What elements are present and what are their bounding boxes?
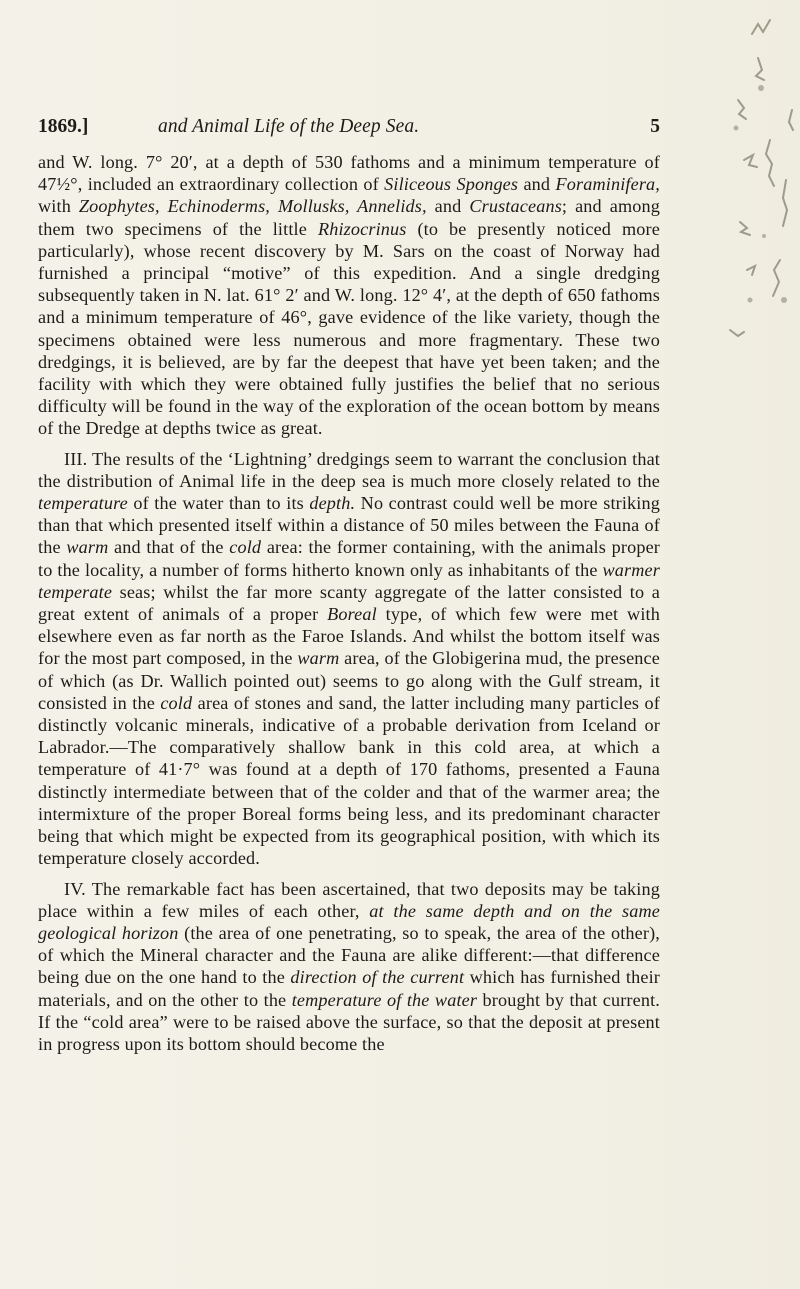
italic-text-run: Boreal: [327, 604, 377, 625]
running-head: [38, 116, 660, 144]
italic-text-run: warmer temperate: [38, 559, 660, 602]
show-through-ink-marks: [700, 0, 800, 420]
text-run: type, of which few were met with elsewhere even as far north as the Faroe Islands. And whilst the bottom itself was for the most part composed, in the: [38, 604, 660, 669]
italic-text-run: depth.: [309, 493, 356, 514]
italic-text-run: Siliceous Sponges: [384, 174, 519, 195]
text-run: of the water than to its: [127, 493, 310, 514]
italic-text-run: Crustaceans: [469, 196, 562, 217]
text-run: IV. The remarkable fact has been ascertained, that two deposits may be taking place within a few miles of each other,: [38, 878, 660, 921]
italic-text-run: temperature of the water: [291, 989, 478, 1010]
italic-text-run: Foraminifera,: [555, 174, 660, 195]
body-text: [38, 151, 660, 1055]
text-run: and W. long. 7° 20′, at a depth of 530 fathoms and a minimum temperature of 47½°, included an extraordinary collection of: [38, 152, 660, 195]
italic-text-run: at the same depth and on the same geological horizon: [38, 900, 661, 943]
text-run: (the area of one penetrating, so to speak, the area of the other), of which the Mineral character and the Fauna are alike different:—that difference being due on the one hand to the: [38, 922, 660, 988]
text-run: ; and among them two specimens of the little: [38, 196, 660, 239]
text-run: which has furnished their materials, and on the other to the: [38, 967, 660, 1010]
text-run: brought by that current. If the “cold area” were to be raised above the surface, so that the deposit at present in progress upon its bottom should become the: [38, 989, 660, 1054]
italic-text-run: cold: [160, 692, 193, 713]
italic-text-run: Zoophytes, Echinoderms, Mollusks, Annelids,: [78, 196, 427, 217]
header-year: 1869.]: [38, 116, 89, 137]
text-run: area of stones and sand, the latter including many particles of distinctly volcanic minerals, indicative of a probable derivation from Iceland or Labrador.—The comparatively shallow bank in this cold area, at which a temperature of 41·7° was found at a depth of 170 fathoms, presented a Fauna distinctly intermediate between that of the colder and that of the warmer area; the intermixture of the proper Boreal forms being less, and its predominant character being that which might be expected from its geographical position, with which its temperature closely accorded.: [38, 692, 660, 869]
italic-text-run: warm: [297, 648, 340, 669]
page-number: 5: [650, 116, 660, 137]
paragraph-gap: [38, 440, 660, 448]
italic-text-run: cold: [229, 537, 262, 558]
text-run: (to be presently noticed more particularly), whose recent discovery by M. Sars on the coast of Norway had furnished a principal “motive” of this expedition. And a single dredging subsequently taken in N. lat. 61° 2′ and W. long. 12° 4′, at the depth of 650 fathoms and a minimum temperature of 46°, gave evidence of the like variety, though the specimens obtained were less numerous and more fragmentary. These two dredgings, it is believed, are by far the deepest that have yet been taken; and the facility with which they were obtained fully justifies the belief that no serious difficulty will be found in the way of the exploration of the ocean bottom by means of the Dredge at depths twice as great.: [38, 218, 660, 439]
text-run: and: [518, 174, 556, 195]
text-run: and that of the: [108, 537, 230, 558]
text-run: No contrast could well be more striking than that which presented itself within a distance of 50 miles between the Fauna of the: [38, 493, 660, 558]
italic-text-run: Rhizocrinus: [317, 218, 407, 239]
paragraph-section-iii: [38, 448, 660, 870]
italic-text-run: direction of the current: [290, 967, 465, 988]
paragraph-gap: [38, 870, 660, 878]
text-run: area: the former containing, with the animals proper to the locality, a number of forms hitherto known only as inhabitants of the: [38, 537, 660, 580]
text-run: III. The results of the ‘Lightning’ dredgings seem to warrant the conclusion that the distribution of Animal life in the deep sea is much more closely related to the: [38, 448, 660, 491]
text-run: and: [426, 196, 470, 217]
text-run: seas; whilst the far more scanty aggregate of the latter consisted to a great extent of animals of a proper: [38, 581, 660, 625]
paragraph-section-iv: [38, 878, 660, 1056]
header-title: and Animal Life of the Deep Sea.: [158, 116, 420, 137]
italic-text-run: warm: [66, 537, 109, 558]
text-run: with: [38, 196, 79, 217]
text-run: area, of the Globigerina mud, the presence of which (as Dr. Wallich pointed out) seems to go along with the Gulf stream, it consisted in the: [38, 648, 660, 713]
italic-text-run: temperature: [38, 493, 128, 514]
paragraph-continuation: [38, 151, 660, 440]
